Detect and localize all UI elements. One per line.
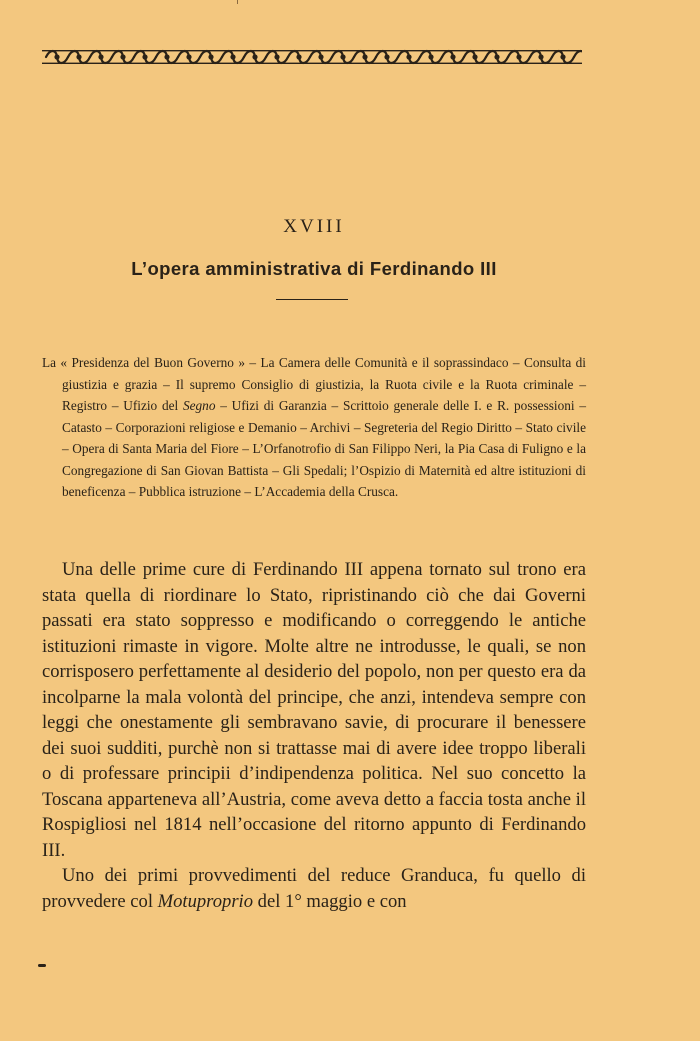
page-smudge-mark [38, 964, 46, 967]
decorative-vine-border-icon [42, 47, 582, 67]
body-paragraph-1: Una delle prime cure di Ferdinando III appena tornato sul trono era stata quella di riordinare lo Stato, ripristinando ciò che dai Governi passati era stato soppresso e modificando o correggendo le antiche istituzioni rimaste in vigore. Molte altre ne introdusse, le quali, se non corrisposero perfettamente al desiderio del popolo, non per questo era da incolparne la mala volontà del principe, che anzi, intendeva sempre con leggi che onestamente gli sembravano savie, di procurare il benessere dei suoi sudditi, purchè non si trattasse mai di avere idee troppo liberali o di professare principii d’indipendenza politica. Nel suo concetto la Toscana apparteneva all’Austria, come aveva detto a faccia tosta anche il Rospigliosi nel 1814 nell’occasione del ritorno appunto di Ferdinando III. [42, 559, 586, 861]
chapter-summary [42, 352, 586, 503]
page-edge-mark [237, 0, 238, 4]
chapter-title: L’opera amministrativa di Ferdinando III [131, 258, 497, 279]
chapter-number: XVIII [283, 216, 345, 237]
summary-text-rest: – Ufizi di Garanzia – Scrittoio generale delle I. e R. possessioni – Catasto – Corporazioni religiose e Demanio – Archivi – Segreteria del Regio Diritto – Stato civile – Opera di Santa Maria del Fiore – L’Orfanotrofio di San Filippo Neri, la Pia Casa di Fuligno e la Congregazione di San Giovan Battista – Gli Spedali; l’Ospizio di Maternità ed altre istituzioni di beneficenza – Pubblica istruzione – L’Accademia della Crusca. [62, 398, 587, 499]
summary-text: La « Presidenza del Buon Governo » – La Camera delle Comunità e il soprassindaco – Consulta di giustizia e grazia – Il supremo Consiglio di giustizia, la Ruota civile e la Ruota criminale – Registro – Ufizio del [42, 355, 586, 413]
title-rule [276, 299, 348, 300]
summary-italic-term: Segno [182, 398, 216, 413]
body-paragraph-2 [42, 863, 586, 914]
paragraph-2-italic-term: Motuproprio [157, 890, 254, 912]
body-text [42, 557, 586, 914]
paragraph-2-text-rest: del 1° maggio e con [253, 890, 407, 912]
paragraph-2-text: Uno dei primi provvedimenti del reduce Granduca, fu quello di provvedere col [42, 865, 586, 912]
